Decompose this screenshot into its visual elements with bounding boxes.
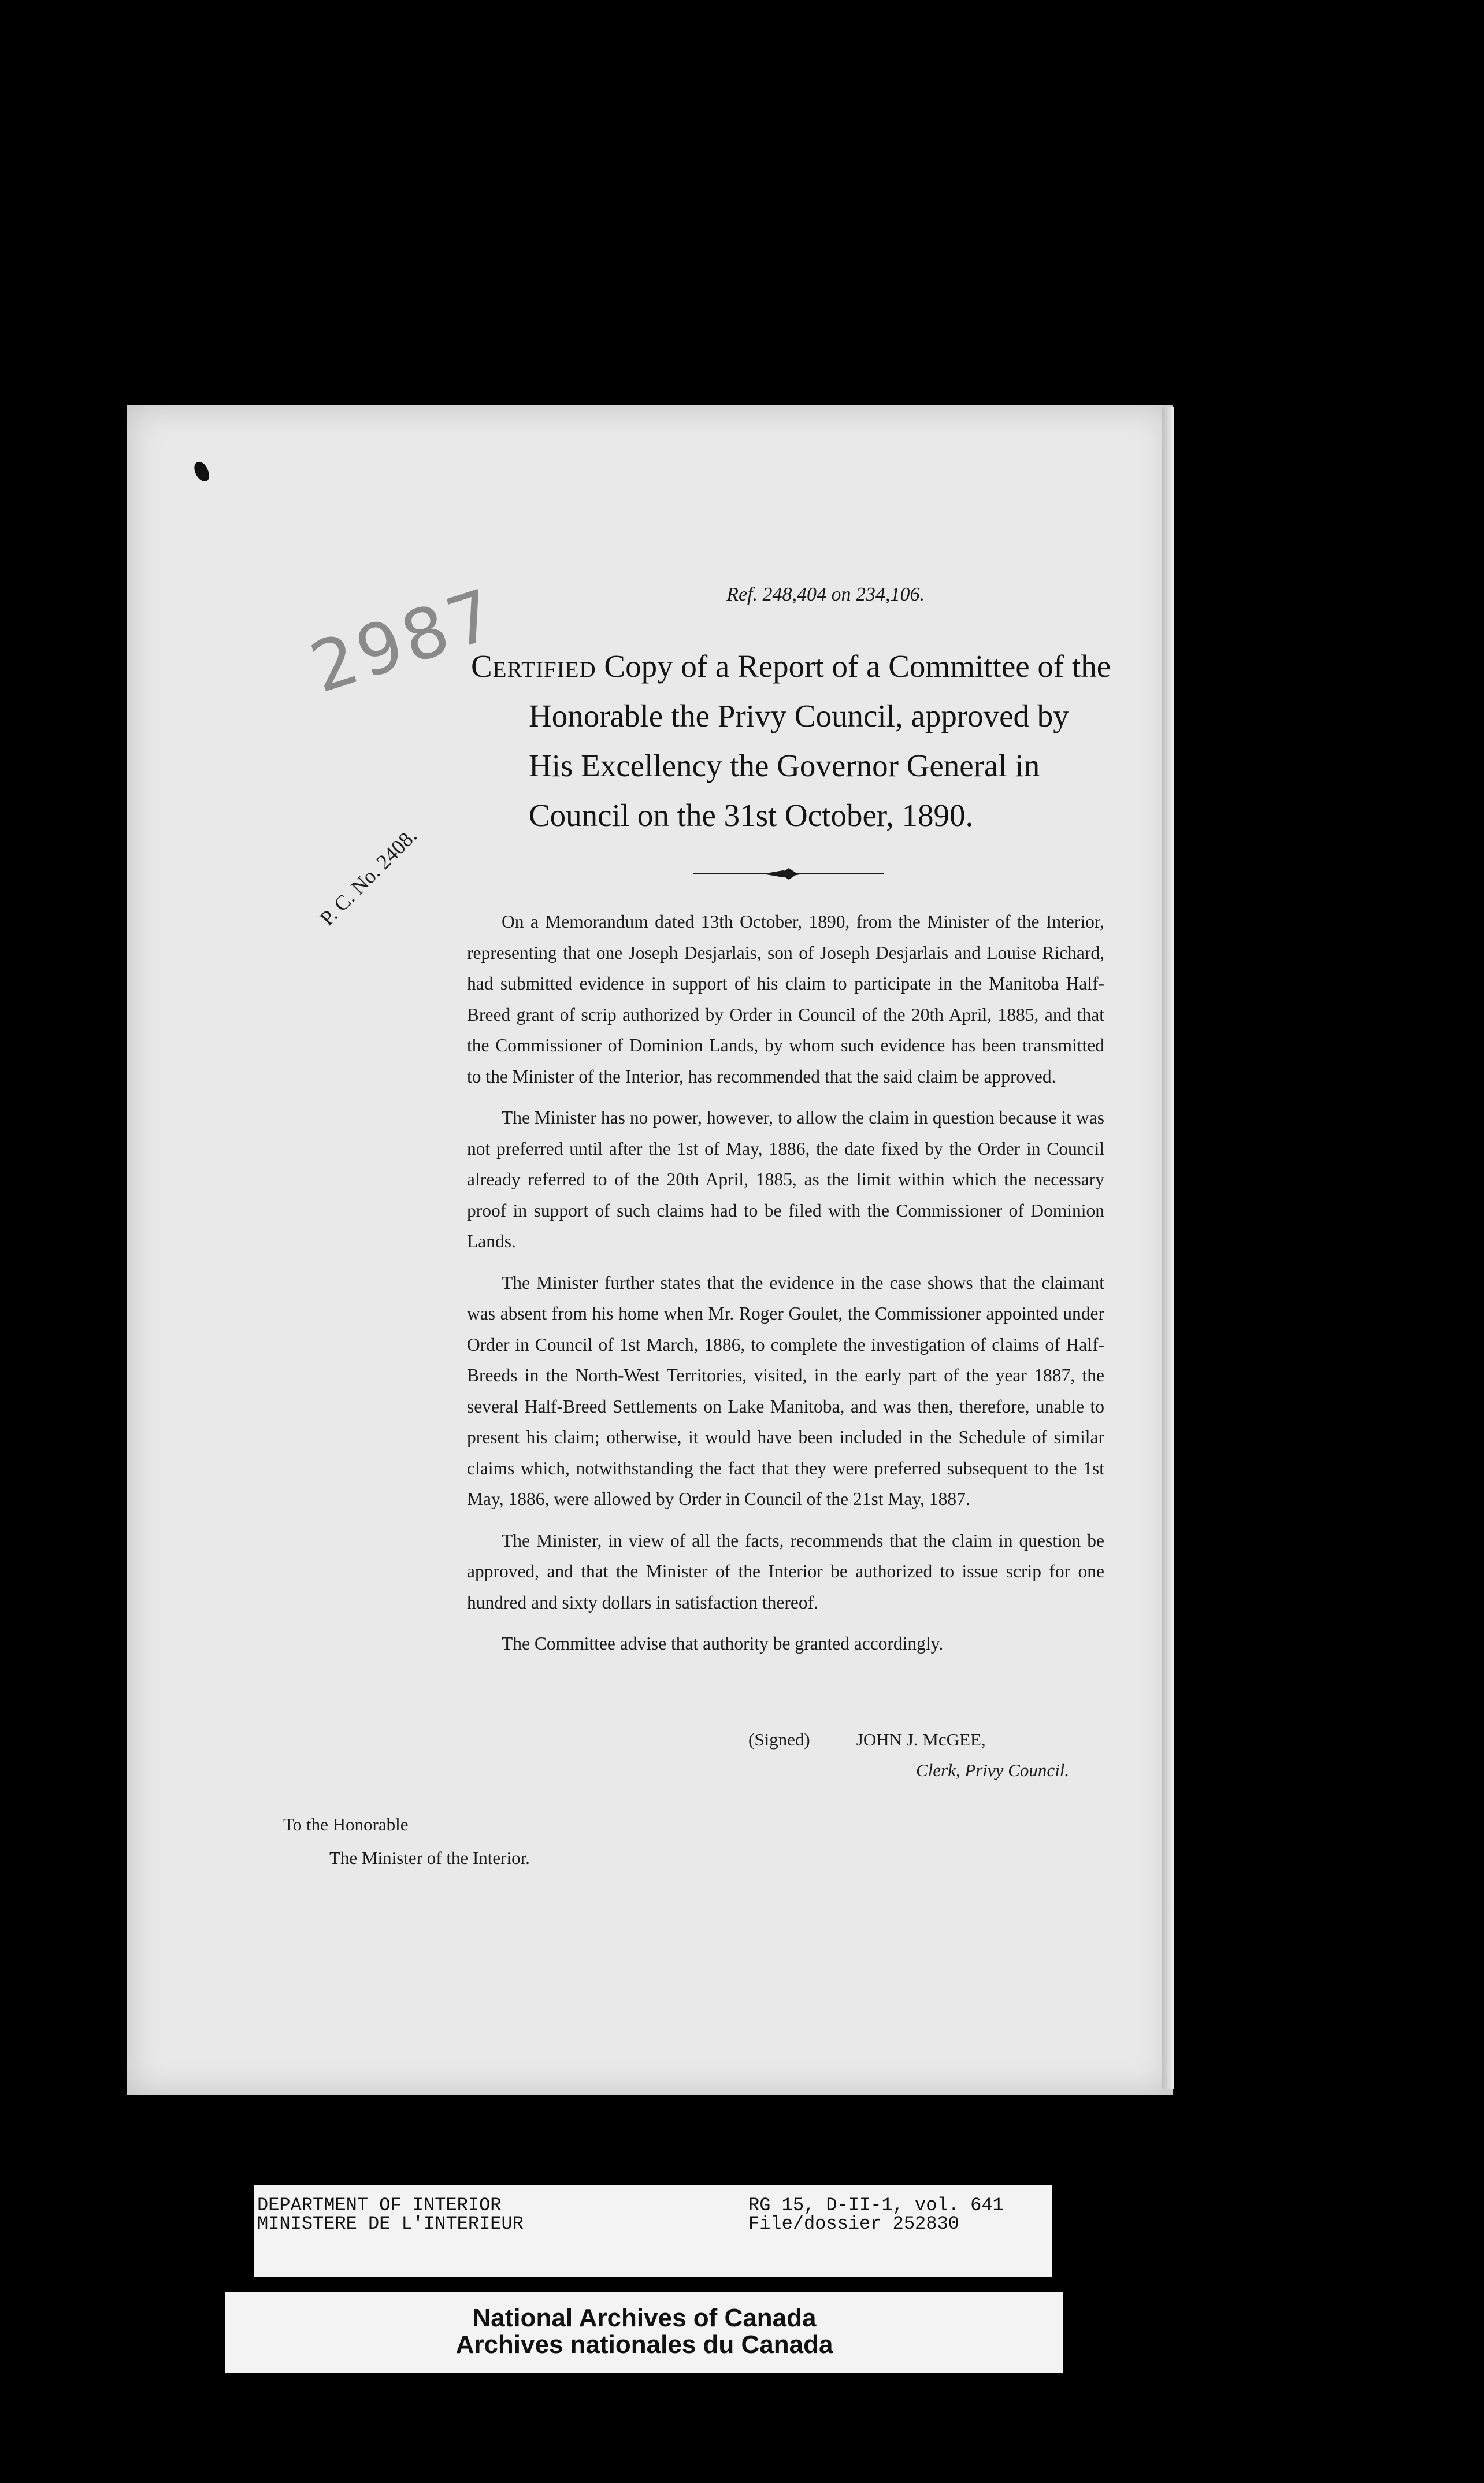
paragraph: The Minister, in view of all the facts, recommends that the claim in question be approved, and that the Minister of the Interior be authorized to issue scrip for one hundred and sixty dollars in satisfaction thereof. xyxy=(467,1530,1104,1613)
page-edge xyxy=(1162,407,1174,2089)
paragraph: The Minister has no power, however, to allow the claim in question because it was not preferred until after the 1st of May, 1886, the date fixed by the Order in Council already referred to of the 20th April, 1885, as the limit within which the necessary proof in support of such claims had to be filed with the Commissioner of Dominion Lands. xyxy=(467,1107,1104,1251)
pc-number: P. C. No. 2408. xyxy=(315,824,421,930)
document-body xyxy=(467,906,1104,1670)
archives-en: National Archives of Canada xyxy=(472,2304,817,2332)
title-first-line xyxy=(471,642,1111,691)
department-label xyxy=(257,2196,524,2233)
department-fr: MINISTERE DE L'INTERIEUR xyxy=(257,2213,524,2234)
signatory-title: Clerk, Privy Council. xyxy=(916,1760,1070,1780)
file-reference-label xyxy=(748,2196,1004,2233)
record-group: RG 15, D-II-1, vol. 641 xyxy=(748,2195,1004,2216)
title-first-rest: Copy of a Report of a Committee of the xyxy=(596,648,1111,684)
file-number: File/dossier 252830 xyxy=(748,2213,959,2234)
ornament-divider xyxy=(693,867,884,881)
archives-fr: Archives nationales du Canada xyxy=(455,2330,833,2359)
address-line-1: To the Honorable xyxy=(283,1814,409,1835)
title-lead-word: Certified xyxy=(471,648,596,684)
signatory-name: JOHN J. McGEE, xyxy=(856,1729,986,1750)
paragraph: On a Memorandum dated 13th October, 1890, from the Minister of the Interior, representing that one Joseph Desjarlais, son of Joseph Desjarlais and Louise Richard, had submitted evidence in support of his claim to participate in the Manitoba Half-Breed grant of scrip authorized by Order in Council of the 20th April, 1885, and that the Commissioner of Dominion Lands, by whom such evidence has been transmitted to the Minister of the Interior, has recommended that the said claim be approved. xyxy=(467,911,1104,1087)
signature-line xyxy=(748,1729,1032,1750)
address-line-2: The Minister of the Interior. xyxy=(329,1848,530,1868)
reference-number: Ref. 248,404 on 234,106. xyxy=(726,584,925,605)
signed-label: (Signed) xyxy=(748,1729,810,1750)
department-en: DEPARTMENT OF INTERIOR xyxy=(257,2195,502,2216)
document-title xyxy=(471,642,1111,840)
paragraph: The Committee advise that authority be granted accordingly. xyxy=(502,1633,944,1654)
handwritten-number: 2987 xyxy=(301,573,507,709)
title-rest: Honorable the Privy Council, approved by His Excellency the Governor General in Council on the 31st October, 1890. xyxy=(529,698,1069,833)
paragraph: The Minister further states that the evidence in the case shows that the claimant was absent from his home when Mr. Roger Goulet, the Commissioner appointed under Order in Council of 1st March, 1886, to complete the investigation of claims of Half-Breeds in the North-West Territories, visited, in the early part of the year 1887, the several Half-Breed Settlements on Lake Manitoba, and was then, therefore, unable to present his claim; otherwise, it would have been included in the Schedule of similar claims which, notwithstanding the fact that they were preferred subsequent to the 1st May, 1886, were allowed by Order in Council of the 21st May, 1887. xyxy=(467,1272,1104,1509)
archives-title xyxy=(225,2305,1063,2358)
address-block xyxy=(283,1808,530,1875)
